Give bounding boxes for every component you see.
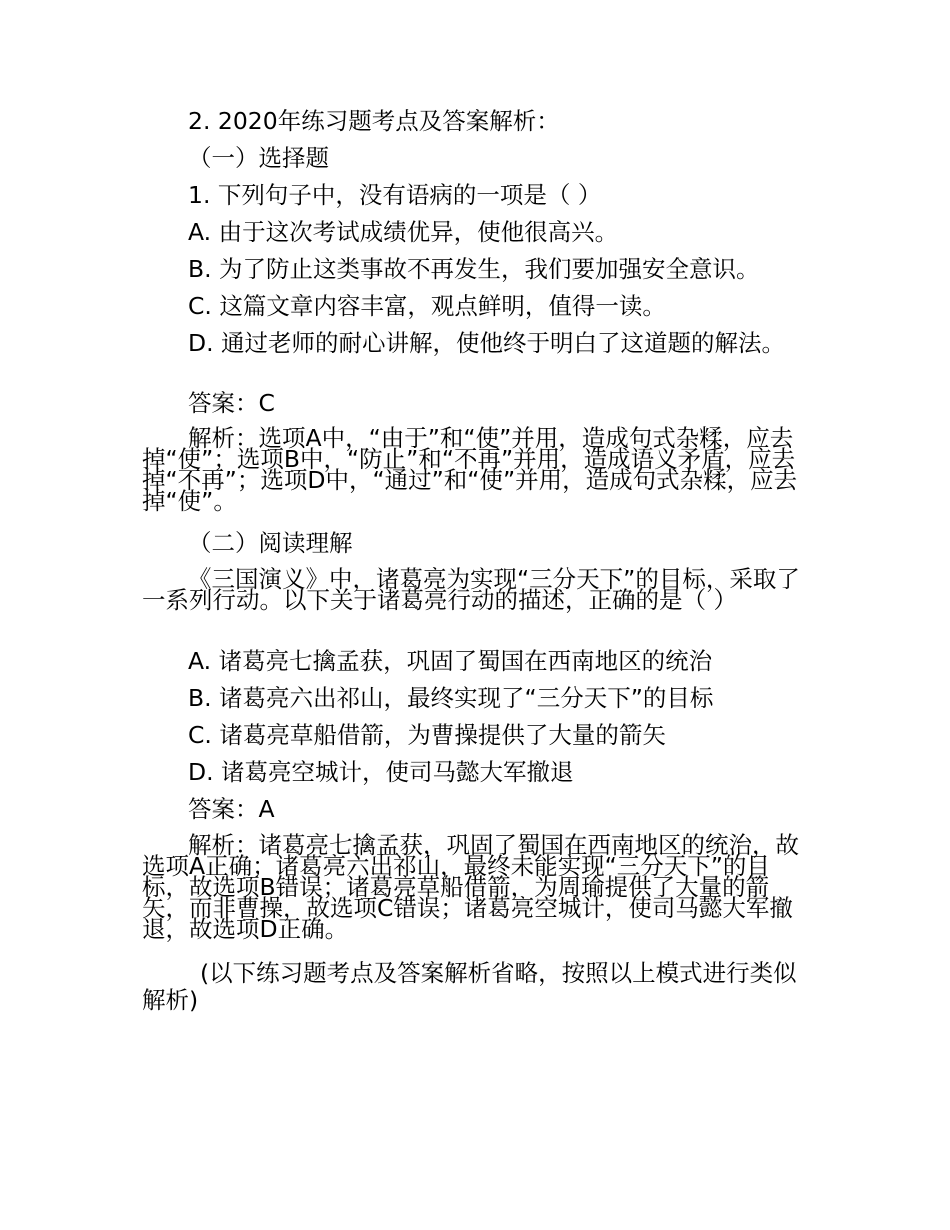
question-2-option-a: A. 诸葛亮七擒孟获，巩固了蜀国在西南地区的统治 [188, 647, 713, 675]
question-2-answer: 答案：A [188, 795, 275, 823]
question-1-option-b: B. 为了防止这类事故不再发生，我们要加强安全意识。 [188, 255, 760, 283]
question-2-option-c: C. 诸葛亮草船借箭，为曹操提供了大量的箭矢 [188, 721, 666, 749]
question-1-option-c: C. 这篇文章内容丰富，观点鲜明，值得一读。 [188, 292, 666, 320]
section-title-choice: （一）选择题 [188, 144, 329, 172]
section-title-reading: （二）阅读理解 [188, 529, 353, 557]
question-2-option-b: B. 诸葛亮六出祁山，最终实现了“三分天下”的目标 [188, 684, 714, 712]
question-2: 《三国演义》中，诸葛亮为实现“三分天下”的目标，采取了一系列行动。以下关于诸葛亮行动的描述，正确的是（ ） [142, 565, 800, 614]
question-2-option-d: D. 诸葛亮空城计，使司马懿大军撤退 [188, 758, 574, 786]
question-1-option-a: A. 由于这次考试成绩优异，使他很高兴。 [188, 218, 619, 246]
question-2-analysis: 解析：诸葛亮七擒孟获，巩固了蜀国在西南地区的统治，故选项A正确；诸葛亮六出祁山，最终未能实现“三分天下”的目标，故选项B错误；诸葛亮草船借箭，为周瑜提供了大量的箭矢，而非曹操，故选项C错误；诸葛亮空城计，使司马懿大军撤退，故选项D正确。 [142, 831, 799, 943]
question-1-analysis: 解析：选项A中，“由于”和“使”并用，造成句式杂糅，应去掉“使”；选项B中，“防止”和“不再”并用，造成语义矛盾，应去掉“不再”；选项D中，“通过”和“使”并用，造成句式杂糅，应去掉“使”。 [142, 424, 798, 515]
document-heading: 2. 2020年练习题考点及答案解析： [188, 107, 560, 135]
question-1: 1. 下列句子中，没有语病的一项是（ ） [188, 181, 602, 209]
question-1-answer: 答案：C [188, 389, 275, 417]
question-1-option-d: D. 通过老师的耐心讲解，使他终于明白了这道题的解法。 [188, 329, 786, 357]
omission-note: (以下练习题考点及答案解析省略，按照以上模式进行类似解析) [142, 959, 797, 1014]
